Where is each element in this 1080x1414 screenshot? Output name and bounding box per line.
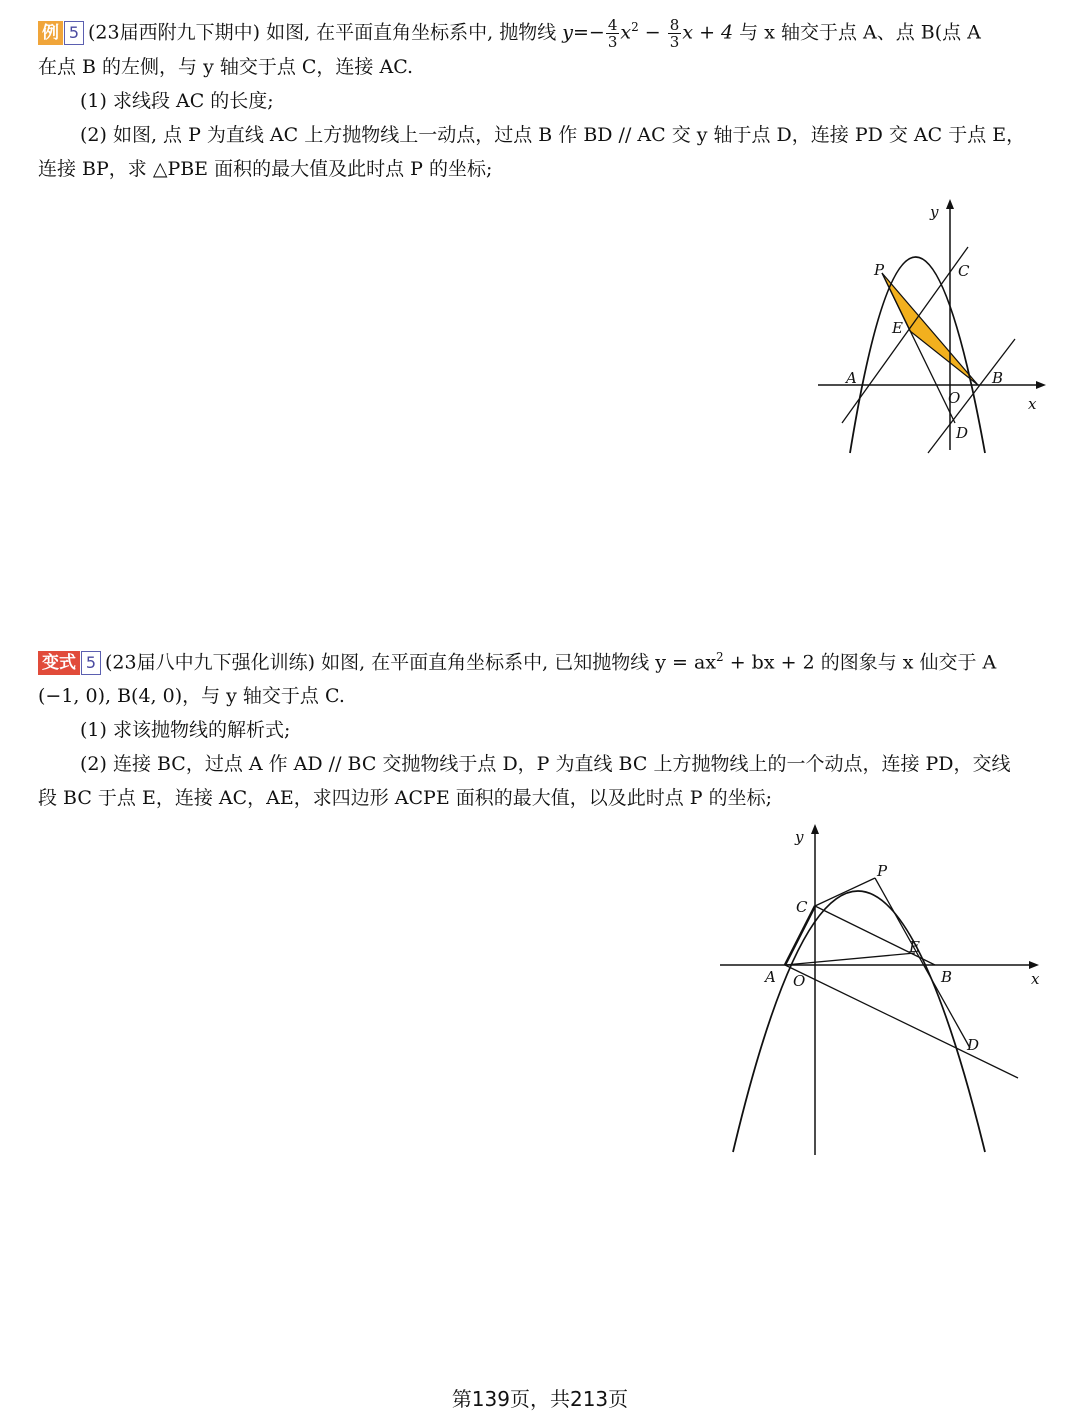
problem-1-question-2-cont: 连接 BP，求 △PBE 面积的最大值及此时点 P 的坐标; [38,157,493,180]
page-footer: 第139页，共213页 [451,1387,629,1411]
square-superscript: 2 [631,20,639,34]
label-b: B [992,369,1004,387]
x-axis-arrow [1029,961,1039,969]
label-o: O [948,389,961,407]
label-e: E [909,938,920,956]
equation-minus: − [638,21,667,44]
parabola-2 [733,891,985,1152]
label-p: P [874,261,885,279]
fraction-8-3 [668,17,682,50]
segment-pd [875,878,970,1048]
equation-x: x [620,21,632,44]
label-c: C [796,898,808,916]
problem-2-question-2: (2) 连接 BC，过点 A 作 AD // BC 交抛物线于点 D，P 为直线 BC 上方抛物线上的一个动点，连接 PD，交线 [80,753,1011,776]
segment-ae [785,953,915,965]
label-d: D [956,424,969,442]
label-b: B [941,968,953,986]
problem-intro: 如图, 在平面直角坐标系中, 已知抛物线 y = ax [321,651,717,674]
problem-1-question-2: (2) 如图, 点 P 为直线 AC 上方抛物线上一动点，过点 B 作 BD // AC 交 y 轴于点 D，连接 PD 交 AC 于点 E， [80,123,1026,146]
label-a: A [765,968,776,986]
problem-source: (23届八中九下强化训练) [105,651,316,674]
fraction-numerator: 4 [607,15,618,34]
variant-tag: 变式 [38,651,80,675]
fraction-denominator: 3 [669,32,680,51]
fraction-numerator: 8 [669,15,680,34]
fraction-denominator: 3 [607,32,618,51]
label-y: y [930,203,939,221]
equation-y: y [562,21,574,44]
problem-1-question-1: (1) 求线段 AC 的长度; [80,89,274,112]
x-axis-arrow [1036,381,1046,389]
label-o: O [793,972,806,990]
problem-intro: 如图, 在平面直角坐标系中, 抛物线 [266,21,557,44]
problem-2-line-2: (−1, 0), B(4, 0)，与 y 轴交于点 C. [38,685,345,708]
label-y: y [795,828,804,846]
problem-2-question-2-cont: 段 BC 于点 E，连接 AC，AE，求四边形 ACPE 面积的最大值，以及此时点 P 的坐标; [38,787,772,810]
problem-2-line-1 [38,640,1053,679]
problem-1 [38,10,1053,186]
example-tag: 例 [38,21,63,45]
y-axis-arrow [811,824,819,834]
equation-tail: x + 4 [682,21,734,44]
line-ad [785,965,1018,1078]
problem-number: 5 [81,651,101,675]
label-e: E [892,319,903,337]
figure-2 [715,820,1055,1160]
fraction-4-3 [606,17,620,50]
problem-1-line-1 [38,10,1053,50]
label-d: D [967,1036,980,1054]
problem-source: (23届西附九下期中) [88,21,261,44]
label-p: P [877,862,888,880]
problem-intro-cont: 与 x 轴交于点 A、点 B(点 A [739,21,981,44]
problem-2 [38,640,1053,815]
y-axis-arrow [946,199,954,209]
problem-2-question-1: (1) 求该抛物线的解析式; [80,719,291,742]
figure-1 [810,195,1060,460]
problem-intro-cont: + bx + 2 的图象与 x 仙交于 A [723,651,997,674]
square-superscript: 2 [716,650,724,664]
problem-number: 5 [64,21,84,45]
label-c: C [958,262,970,280]
label-a: A [846,369,857,387]
label-x: x [1028,395,1037,413]
label-x: x [1031,970,1040,988]
equation-equals-neg: =− [573,21,605,44]
problem-1-line-2: 在点 B 的左侧，与 y 轴交于点 C，连接 AC. [38,55,414,78]
